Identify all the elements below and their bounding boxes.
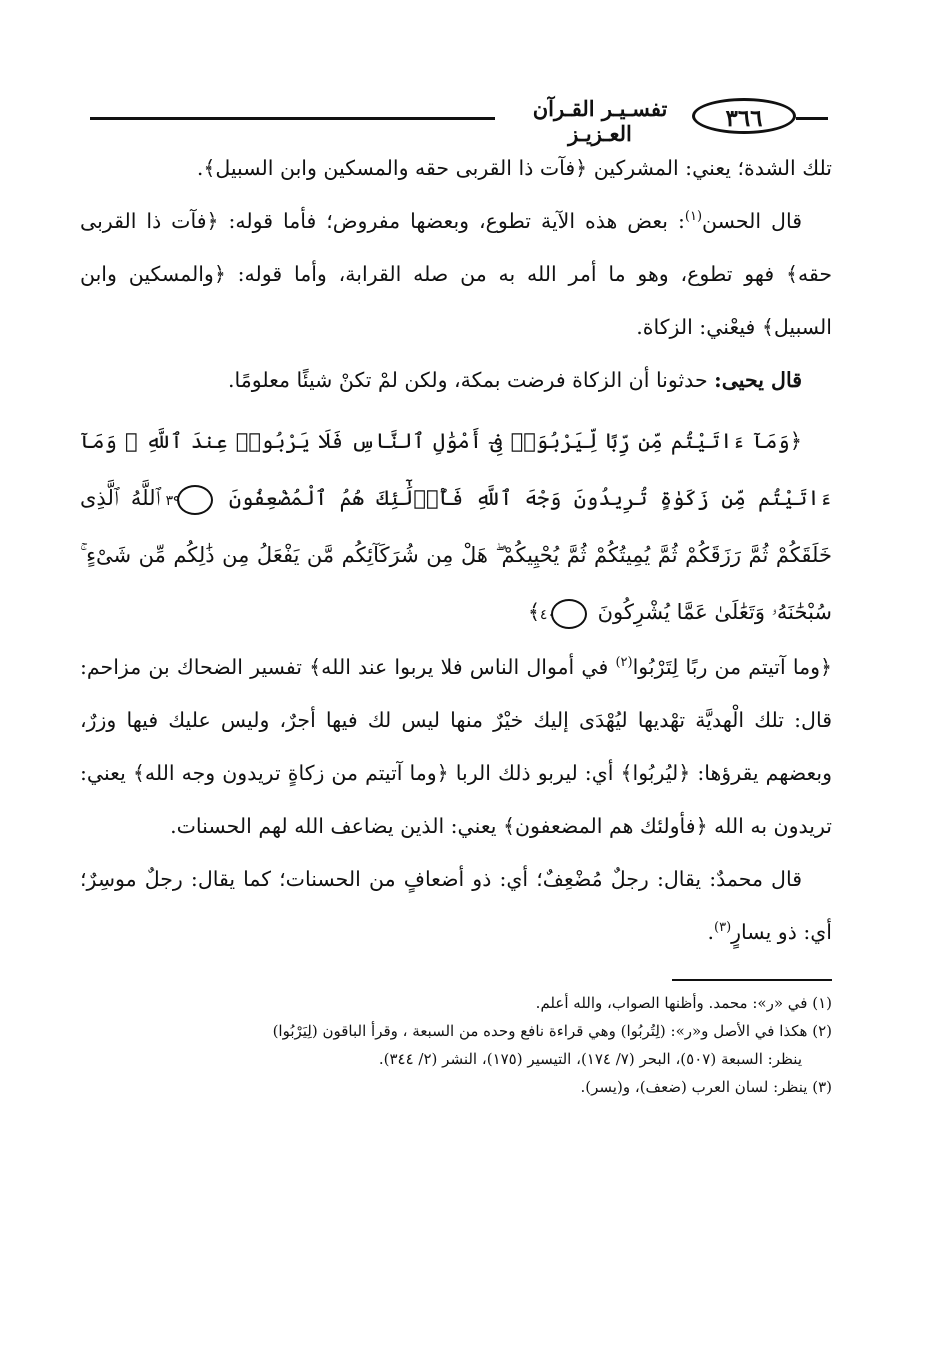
ayah-number-40: ٤٠ [551, 599, 587, 629]
paragraph-2 [80, 195, 832, 354]
verse-text-2: ٱللَّهُ ٱلَّذِى خَلَقَكُمْ ثُمَّ رَزَقَكُمْ ثُمَّ يُمِيتُكُمْ ثُمَّ يُحْيِيكُمْ ۖ هَلْ مِن شُرَكَآئِكُم مَّن يَفْعَلُ مِن ذَٰلِكُم مِّن شَىْءٍ ۚ سُبْحَٰنَهُۥ وَتَعَٰلَىٰ عَمَّا يُشْرِكُونَ [80, 486, 832, 624]
paragraph-2-rest: : بعض هذه الآية تطوع، وبعضها مفروض؛ فأما قوله: ﴿فآت ذا القربى حقه﴾ فهو تطوع، وهو ما أمر الله به من صله القرابة، وأما قوله: ﴿والمسكين وابن السبيل﴾ فيعْني: الزكاة. [80, 209, 832, 339]
paragraph-6 [80, 853, 832, 959]
page-number: ٣٦٦ [692, 98, 796, 134]
paragraph-6-start: قال محمدٌ: يقال: رجلٌ مُضْعِفٌ؛ أي: ذو أضعافٍ من الحسنات؛ كما يقال: رجلٌ موسِرٌ؛ أي: ذو يسارٍ [80, 867, 832, 944]
paragraph-5 [80, 641, 832, 853]
paragraph-5-start: ﴿وما آتيتم من ربًا لِتَرْبُوا [632, 655, 833, 679]
paragraph-3 [80, 354, 832, 407]
book-page [80, 82, 832, 1101]
paragraph-3-rest: حدثونا أن الزكاة فرضت بمكة، ولكن لمْ تكنْ شيئًا معلومًا. [228, 368, 715, 392]
verse-close-bracket: ﴾ [527, 600, 541, 624]
paragraph-6-end: . [707, 920, 714, 944]
paragraph-2-prefix: قال الحسن [702, 209, 802, 233]
footnote-2: (٢) هكذا في الأصل و«ر»: (لِتُربُوا) وهي قراءة نافع وحده من السبعة ، وقرأ الباقون (لِيَرْبُوا) [272, 1022, 832, 1040]
verse-text-1: ﴿وَمَآ ءَاتَيْتُم مِّن رِّبًا لِّيَرْبُوَا۟ فِىٓ أَمْوَٰلِ ٱلنَّاسِ فَلَا يَرْبُوا۟ عِندَ ٱللَّهِ ۖ وَمَآ ءَاتَيْتُم مِّن زَكَوٰةٍ تُرِيدُونَ وَجْهَ ٱللَّهِ فَأُو۟لَٰٓئِكَ هُمُ ٱلْمُضْعِفُونَ [80, 429, 832, 510]
footnote-ref-3: (٣) [714, 920, 732, 936]
footnote-3: (٣) ينظر: لسان العرب (ضعف)، و(يسر). [580, 1078, 832, 1096]
ayah-number-39: ٣٩ [177, 485, 213, 515]
footnote-divider [672, 979, 832, 981]
footnote-1: (١) في «ر»: محمد. وأظنها الصواب، والله أعلم. [535, 994, 832, 1012]
footnote-ref-2: (٢) [615, 655, 633, 671]
quran-verse [80, 413, 832, 641]
running-title: تفسـيـر القـرآن العـزيـز [532, 96, 668, 146]
paragraph-1: تلك الشدة؛ يعني: المشركين ﴿فآت ذا القربى حقه والمسكين وابن السبيل﴾. [196, 156, 832, 180]
main-text [80, 142, 832, 959]
footnotes [80, 989, 832, 1101]
page-header [80, 82, 832, 146]
paragraph-3-speaker: قال يحيى: [714, 368, 802, 392]
footnote-ref-1: (١) [684, 209, 703, 225]
header-rule-right [796, 117, 828, 120]
paragraph-5-rest: في أموال الناس فلا يربوا عند الله﴾ تفسير الضحاك بن مزاحم: قال: تلك الْهديَّة تهْديها ليُهْدَى إليك خيْرٌ منها ليس لك فيها أجرٌ، وليس عليك فيها وزرٌ، وبعضهم يقرؤها: ﴿ليُربُوا﴾ أي: ليربو ذلك الربا ﴿وما آتيتم من زكاةٍ تريدون وجه الله﴾ يعني: تريدون به الله ﴿فأولئك هم المضعفون﴾ يعني: الذين يضاعف الله لهم الحسنات. [80, 655, 832, 838]
footnote-2-continued: ينظر: السبعة (٥٠٧)، البحر (٧/ ١٧٤)، التيسير (١٧٥)، النشر (٢/ ٣٤٤). [378, 1050, 802, 1068]
header-rule-left [90, 117, 495, 120]
